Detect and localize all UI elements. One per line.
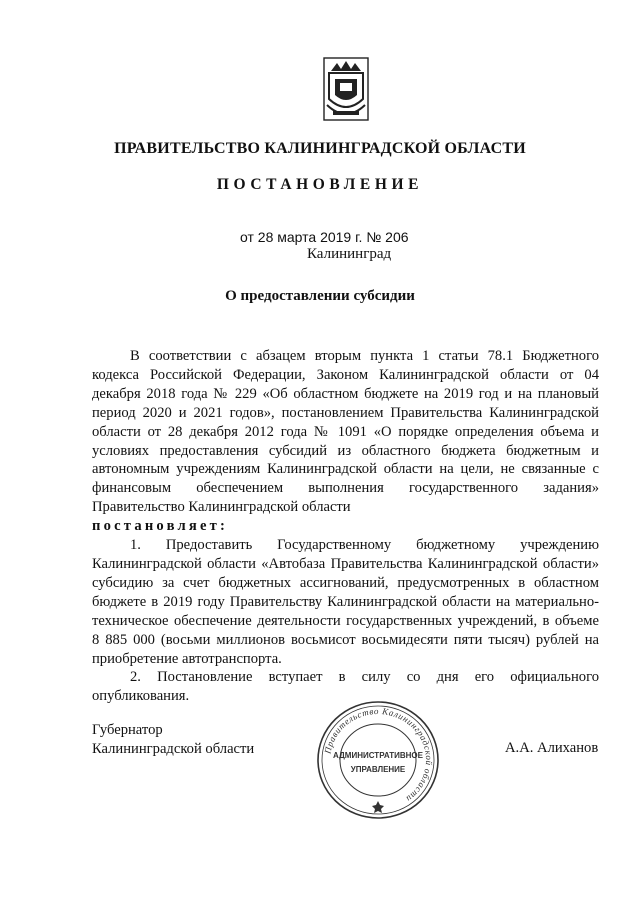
government-title: ПРАВИТЕЛЬСТВО КАЛИНИНГРАДСКОЙ ОБЛАСТИ — [114, 140, 526, 157]
item-paragraph-1: 1. Предоставить Государственному бюджетному учреждению Калининградской области «Автобаза Правительства Калининградской области» субсидию за счет бюджетных ассигнований, предусмотренных в областном бюджете в 2019 году Правительству Калининградской области на материально-техническое обеспечение деятельности государственных учреждений, в объеме 8 885 000 (восьми миллионов восьмисот восьмидесяти пяти тысяч) рублей на приобретение автотранспорта. — [92, 537, 599, 667]
position-line-1: Губернатор — [92, 722, 163, 738]
document-body — [92, 347, 599, 706]
seal-ring-text: Правительство Калининградской области — [322, 705, 435, 805]
preamble-paragraph: В соответствии с абзацем вторым пункта 1 статьи 78.1 Бюджетного кодекса Российской Федерации, Законом Калининградской области от 04 декабря 2018 года № 229 «Об областном бюджете на 2019 год и на плановый период 2020 и 2021 годов», постановлением Правительства Калининградской области от 28 декабря 2012 года № 1091 «О порядке определения объема и условиях предоставления субсидий из областного бюджета бюджетным и автономным учреждениям Калининградской области на цели, не связанные с финансовым обеспечением выполнения государственного задания» Правительство Калининградской области — [92, 348, 599, 516]
signatory-name: А.А. Алиханов — [505, 740, 599, 756]
seal-star-icon — [372, 801, 384, 813]
position-line-2: Калининградской области — [92, 740, 255, 757]
seal-center-line-2: УПРАВЛЕНИЕ — [350, 765, 406, 774]
seal-center-line-1: АДМИНИСТРАТИВНОЕ — [333, 751, 423, 760]
coat-of-arms-emblem — [323, 57, 369, 121]
city: Калининград — [307, 246, 392, 262]
document-type-title: ПОСТАНОВЛЕНИЕ — [216, 176, 424, 193]
item-paragraph-2: 2. Постановление вступает в силу со дня его официального опубликования. — [92, 669, 599, 705]
official-seal-stamp — [314, 698, 442, 822]
resolves-word: постановляет: — [92, 518, 229, 535]
document-subject: О предоставлении субсидии — [225, 288, 415, 304]
date-and-number: от 28 марта 2019 г. № 206 — [240, 229, 409, 245]
signatory-position — [92, 721, 254, 759]
